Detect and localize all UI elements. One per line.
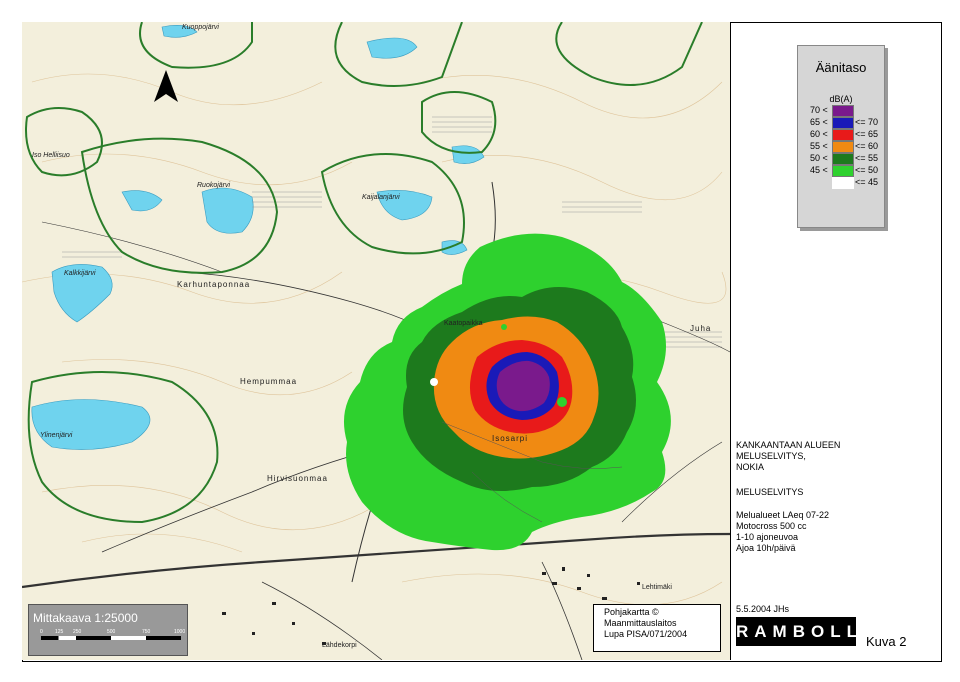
north-arrow-icon [152, 70, 180, 106]
legend-upper: <= 60 [855, 141, 879, 151]
credits-line-3: Lupa PISA/071/2004 [604, 629, 688, 639]
legend-lower: 60 < [810, 129, 828, 139]
place-label: Ylinenjärvi [40, 432, 73, 439]
legend-title: Äänitaso [815, 60, 867, 75]
map-svg [22, 22, 730, 660]
scale-tick: 750 [142, 629, 151, 635]
lake-ruokojarvi [202, 188, 253, 233]
legend-upper: <= 65 [855, 129, 879, 139]
place-label: Kuoppojärvi [182, 24, 219, 31]
place-label: Kaijalanjärvi [362, 194, 400, 201]
scale-tick: 0 [40, 629, 43, 635]
report-subtitle: MELUSELVITYS [736, 487, 804, 497]
place-label: Kalkkijärvi [64, 270, 96, 277]
lake-small-2 [452, 146, 484, 164]
legend-row [798, 153, 884, 165]
report-desc-4: Ajoa 10h/päivä [736, 543, 796, 553]
report-title-1: KANKAANTAAN ALUEEN [736, 440, 841, 450]
legend-row [798, 141, 884, 153]
legend-swatch [832, 117, 854, 129]
place-label: Hirvisuonmaa [267, 474, 328, 483]
legend-lower: 70 < [810, 105, 828, 115]
figure-number: Kuva 2 [866, 634, 907, 649]
place-label: Iso Helliisuo [32, 152, 70, 159]
legend-row [798, 105, 884, 117]
legend-upper: <= 50 [855, 165, 879, 175]
legend-lower: 45 < [810, 165, 828, 175]
scale-tick: 125 [55, 629, 64, 635]
legend-upper: <= 55 [855, 153, 879, 163]
basemap-credits [593, 604, 721, 652]
legend-lower: 50 < [810, 153, 828, 163]
scale-tick: 250 [73, 629, 82, 635]
legend-unit: dB(A) [829, 94, 853, 104]
report-title-3: NOKIA [736, 462, 765, 472]
report-title-2: MELUSELVITYS, [736, 451, 806, 461]
legend-swatch [832, 129, 854, 141]
place-label: Isosarpi [492, 434, 529, 443]
noise-map[interactable] [22, 22, 731, 660]
scale-tick: 500 [107, 629, 116, 635]
report-desc-2: Motocross 500 cc [736, 521, 807, 531]
report-desc-3: 1-10 ajoneuvoa [736, 532, 799, 542]
legend-swatch [832, 141, 854, 153]
legend-row [798, 117, 884, 129]
place-label: Ruokojärvi [197, 182, 231, 189]
company-logo: RAMBOLL [736, 617, 856, 646]
lake-north [367, 38, 417, 58]
place-label: Kaatopaikka [444, 320, 483, 327]
place-label: Juha [690, 324, 712, 333]
legend-row [798, 129, 884, 141]
legend-swatch [832, 177, 854, 189]
place-label: Lähdekorpi [322, 642, 357, 649]
main-road [22, 534, 730, 587]
credits-line-1: Pohjakartta © [604, 607, 659, 617]
legend-upper: <= 45 [855, 177, 879, 187]
report-date: 5.5.2004 JHs [736, 604, 790, 614]
legend-lower: 65 < [810, 117, 828, 127]
scale-box [28, 604, 188, 656]
legend [797, 45, 885, 228]
scale-label: Mittakaava 1:25000 [33, 611, 138, 625]
scale-tick: 1000 [174, 629, 186, 635]
place-label: Karhuntaponnaa [177, 280, 251, 289]
legend-lower: 55 < [810, 141, 828, 151]
noise-zones [344, 234, 671, 551]
place-label: Hempummaa [240, 377, 298, 386]
legend-swatch [832, 105, 854, 117]
legend-swatch [832, 153, 854, 165]
legend-swatch [832, 165, 854, 177]
lake-small-1 [122, 191, 162, 211]
legend-row [798, 177, 884, 189]
legend-upper: <= 70 [855, 117, 879, 127]
place-label: Lehtimäki [642, 584, 672, 591]
legend-row [798, 165, 884, 177]
credits-line-2: Maanmittauslaitos [604, 618, 677, 628]
report-desc-1: Melualueet LAeq 07-22 [736, 510, 830, 520]
lake-ylinenjarvi [32, 400, 150, 450]
scale-bar [41, 636, 181, 640]
zone-over-70 [497, 361, 550, 411]
